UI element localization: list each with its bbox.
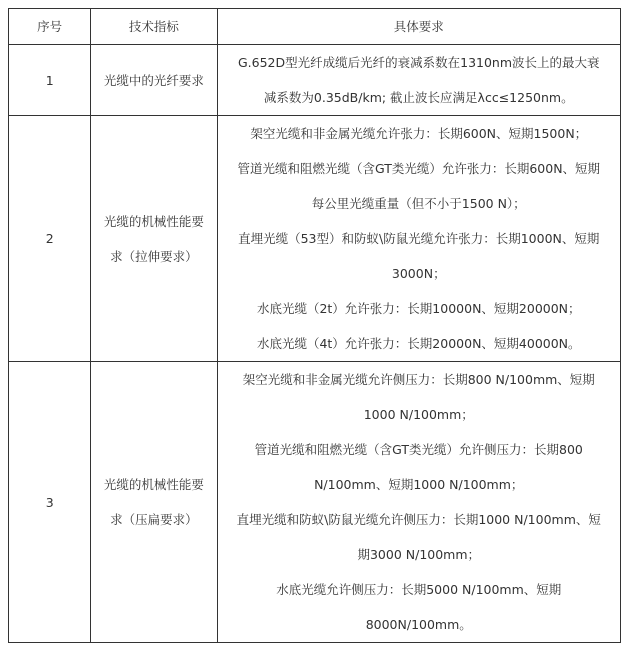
row-number: 2 xyxy=(9,116,91,362)
indicator-line: 求（压扁要求） xyxy=(110,512,198,527)
requirement-line: 水底光缆（4t）允许张力：长期20000N、短期40000N。 xyxy=(256,336,581,351)
header-requirements: 具体要求 xyxy=(217,9,621,45)
requirement-line: N/100mm、短期1000 N/100mm； xyxy=(314,477,524,492)
requirement-line: 管道光缆和阻燃光缆（含GT类光缆）允许张力：长期600N、短期 xyxy=(237,161,601,176)
header-row xyxy=(9,9,621,45)
requirement-line: 1000 N/100mm； xyxy=(363,407,474,422)
indicator-line: 光缆的机械性能要 xyxy=(103,213,204,229)
table-row xyxy=(9,45,621,116)
requirement-line: 管道光缆和阻燃光缆（含GT类光缆）允许侧压力：长期800 xyxy=(254,442,583,457)
requirements-table xyxy=(8,8,621,643)
requirements-cell xyxy=(217,362,621,643)
table-row xyxy=(9,116,621,362)
requirement-line: G.652D型光纤成缆后光纤的衰减系数在1310nm波长上的最大衰 xyxy=(237,55,600,70)
requirement-line: 架空光缆和非金属光缆允许侧压力：长期800 N/100mm、短期 xyxy=(242,372,595,387)
row-number: 3 xyxy=(9,362,91,643)
requirement-line: 架空光缆和非金属光缆允许张力：长期600N、短期1500N； xyxy=(250,126,588,141)
header-no: 序号 xyxy=(9,9,91,45)
requirement-line: 水底光缆（2t）允许张力：长期10000N、短期20000N； xyxy=(256,301,581,316)
indicator-cell xyxy=(91,116,217,362)
indicator-cell xyxy=(91,362,217,643)
requirement-line: 直埋光缆（53型）和防蚁\防鼠光缆允许张力：长期1000N、短期 xyxy=(238,231,600,246)
row-number: 1 xyxy=(9,45,91,116)
indicator-line: 光缆的机械性能要 xyxy=(103,477,204,492)
indicator-line: 光缆中的光纤要求 xyxy=(103,72,204,88)
header-indicator: 技术指标 xyxy=(91,9,217,45)
table-row xyxy=(9,362,621,643)
requirement-line: 期3000 N/100mm； xyxy=(357,547,481,562)
requirement-line: 8000N/100mm。 xyxy=(365,617,472,632)
requirement-line: 水底光缆允许侧压力：长期5000 N/100mm、短期 xyxy=(276,582,562,597)
requirement-line: 直埋光缆和防蚁\防鼠光缆允许侧压力：长期1000 N/100mm、短 xyxy=(236,512,601,527)
requirement-line: 减系数为0.35dB/km; 截止波长应满足λcc≤1250nm。 xyxy=(263,90,574,105)
requirements-cell xyxy=(217,45,621,116)
requirement-line: 3000N； xyxy=(391,266,446,281)
requirements-cell xyxy=(217,116,621,362)
indicator-cell xyxy=(91,45,217,116)
requirement-line: 每公里光缆重量（但不小于1500 N）； xyxy=(311,196,526,211)
indicator-line: 求（拉伸要求） xyxy=(110,248,198,264)
